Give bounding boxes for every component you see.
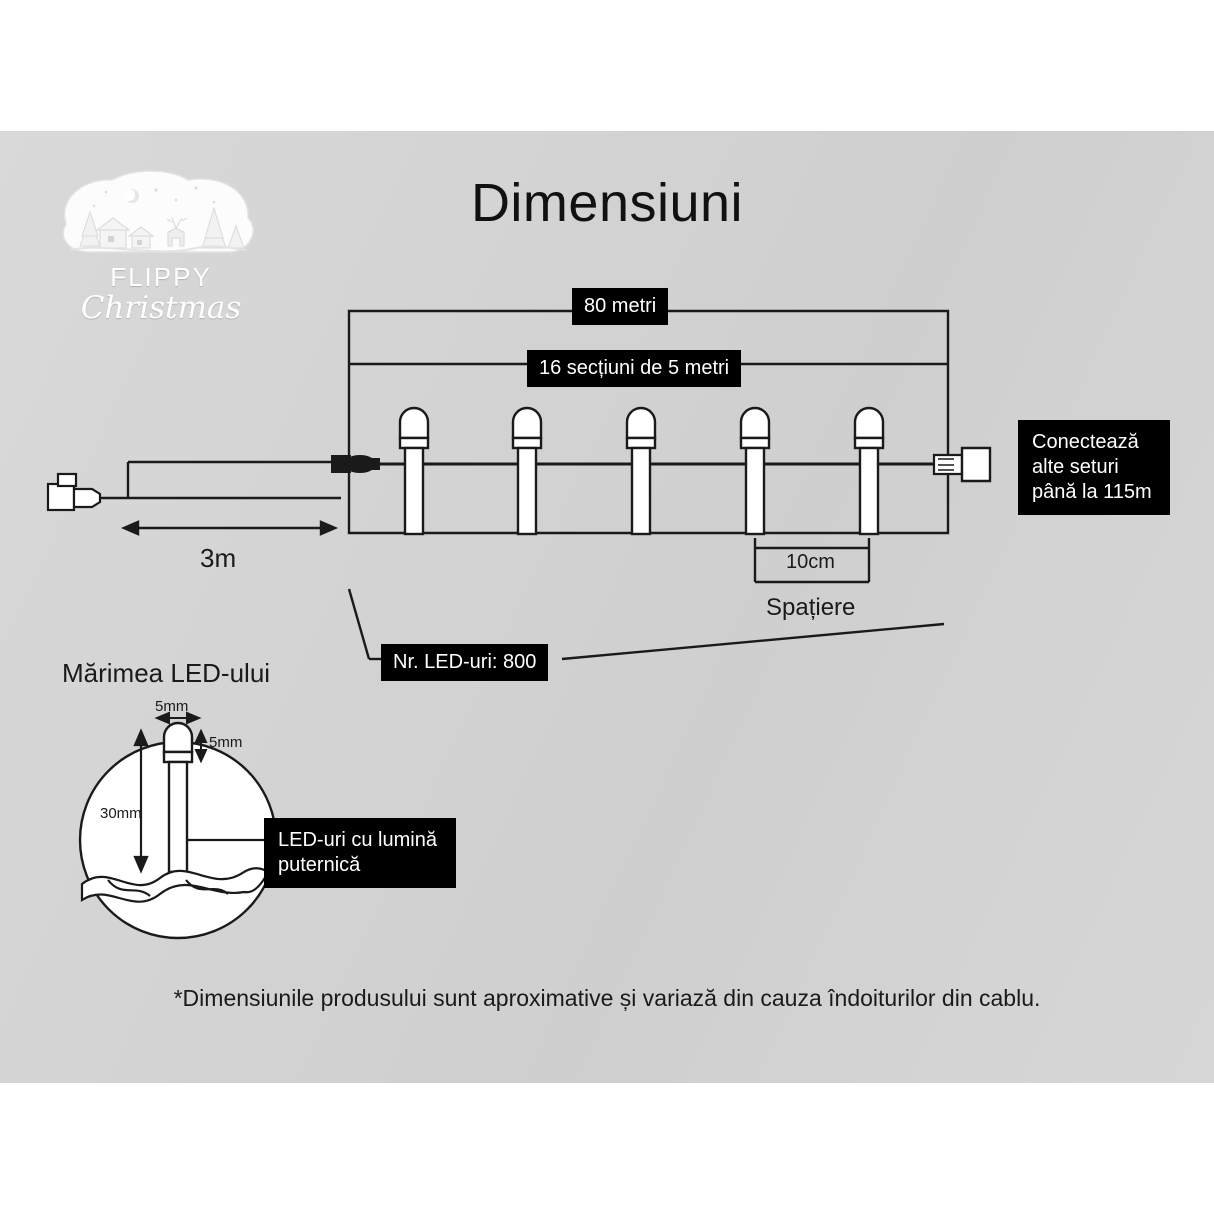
- label-led-brightness: [264, 818, 456, 888]
- label-lead-length: 3m: [200, 543, 237, 573]
- page-title: Dimensiuni: [470, 173, 744, 233]
- power-plug-icon: [48, 474, 128, 510]
- brand-name-line1: FLIPPY: [110, 262, 212, 292]
- label-total-length: 80 metri: [572, 288, 668, 325]
- label-spacing-caption: Spațiere: [766, 594, 856, 621]
- connect-more-line2: alte seturi: [1032, 456, 1119, 478]
- label-connect-more: [1018, 420, 1170, 515]
- footnote: *Dimensiunile produsului sunt aproximative și variază din cauza îndoiturilor din cablu.: [173, 985, 1041, 1011]
- brand-name-line2: Christmas: [80, 290, 242, 326]
- led-head-height-value: 5mm: [209, 734, 243, 751]
- label-led-count: Nr. LED-uri: 800: [381, 644, 548, 681]
- connect-more-line3: până la 115m: [1032, 481, 1152, 503]
- led-width-value: 5mm: [155, 698, 189, 715]
- led-brightness-line2: puternică: [278, 854, 361, 876]
- led-detail-heading: Mărimea LED-ului: [62, 658, 271, 688]
- led-brightness-line1: LED-uri cu lumină: [278, 829, 437, 851]
- label-sections: 16 secțiuni de 5 metri: [527, 350, 741, 387]
- led-body-height-value: 30mm: [100, 805, 142, 822]
- inline-connector-icon: [331, 455, 380, 473]
- end-connector-icon: [934, 448, 990, 481]
- label-spacing-value: 10cm: [786, 551, 835, 573]
- connect-more-line1: Conectează: [1032, 431, 1139, 453]
